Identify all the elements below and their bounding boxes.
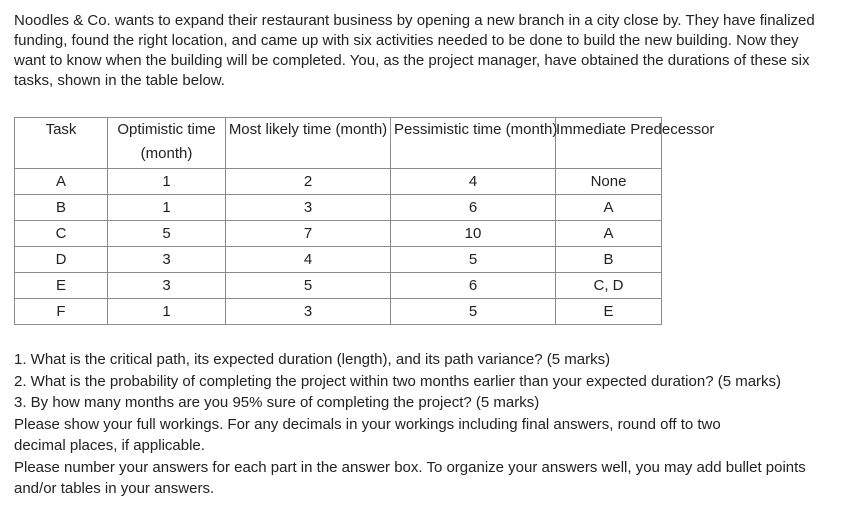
- instructions-numbering: Please number your answers for each part in the answer box. To organize your answers well, you may add bullet points and/or tables in your answers.: [14, 458, 806, 497]
- question-2: 2. What is the probability of completing the project within two months earlier than your expected duration? (5 marks): [14, 372, 782, 390]
- questions-section: [14, 349, 829, 500]
- cell-task: E: [15, 273, 108, 299]
- cell-predecessor: None: [556, 169, 662, 195]
- task-duration-table: [14, 117, 715, 325]
- cell-optimistic: 1: [108, 195, 226, 221]
- cell-most-likely: 4: [226, 247, 391, 273]
- cell-optimistic: 3: [108, 247, 226, 273]
- table-header-row: [15, 118, 662, 169]
- table-row: [15, 195, 662, 221]
- cell-predecessor: B: [556, 247, 662, 273]
- cell-most-likely: 3: [226, 299, 391, 325]
- table-row: [15, 273, 662, 299]
- table-row: [15, 247, 662, 273]
- cell-predecessor: A: [556, 221, 662, 247]
- cell-task: D: [15, 247, 108, 273]
- cell-most-likely: 2: [226, 169, 391, 195]
- cell-optimistic: 3: [108, 273, 226, 299]
- cell-pessimistic: 6: [391, 273, 556, 299]
- cell-optimistic: 1: [108, 299, 226, 325]
- header-optimistic: Optimistic time (month): [108, 118, 226, 169]
- cell-predecessor: A: [556, 195, 662, 221]
- cell-pessimistic: 6: [391, 195, 556, 221]
- header-predecessor: Immediate Predecessor: [556, 118, 662, 169]
- cell-pessimistic: 4: [391, 169, 556, 195]
- cell-task: A: [15, 169, 108, 195]
- cell-most-likely: 7: [226, 221, 391, 247]
- cell-pessimistic: 5: [391, 299, 556, 325]
- cell-pessimistic: 10: [391, 221, 556, 247]
- cell-task: F: [15, 299, 108, 325]
- cell-task: B: [15, 195, 108, 221]
- problem-intro: Noodles & Co. wants to expand their restaurant business by opening a new branch in a city close by. They have finalized funding, found the right location, and came up with six activities needed to be done to build the new building. Now they want to know when the building will be completed. You, as the project manager, have obtained the durations of these six tasks, shown in the table below.: [14, 12, 815, 89]
- cell-optimistic: 1: [108, 169, 226, 195]
- question-3: 3. By how many months are you 95% sure of completing the project? (5 marks): [14, 394, 540, 411]
- cell-optimistic: 5: [108, 221, 226, 247]
- header-most-likely: Most likely time (month): [226, 118, 391, 169]
- cell-most-likely: 3: [226, 195, 391, 221]
- cell-most-likely: 5: [226, 273, 391, 299]
- table-row: [15, 221, 662, 247]
- question-1: 1. What is the critical path, its expected duration (length), and its path variance? (5 marks): [14, 351, 611, 368]
- instructions-workings: Please show your full workings. For any decimals in your workings including final answers, round off to two decimal places, if applicable.: [14, 415, 721, 454]
- header-pessimistic: Pessimistic time (month): [391, 118, 556, 169]
- cell-pessimistic: 5: [391, 247, 556, 273]
- cell-task: C: [15, 221, 108, 247]
- table-row: [15, 169, 662, 195]
- header-task: Task: [15, 118, 108, 169]
- cell-predecessor: E: [556, 299, 662, 325]
- table-row: [15, 299, 662, 325]
- cell-predecessor: C, D: [556, 273, 662, 299]
